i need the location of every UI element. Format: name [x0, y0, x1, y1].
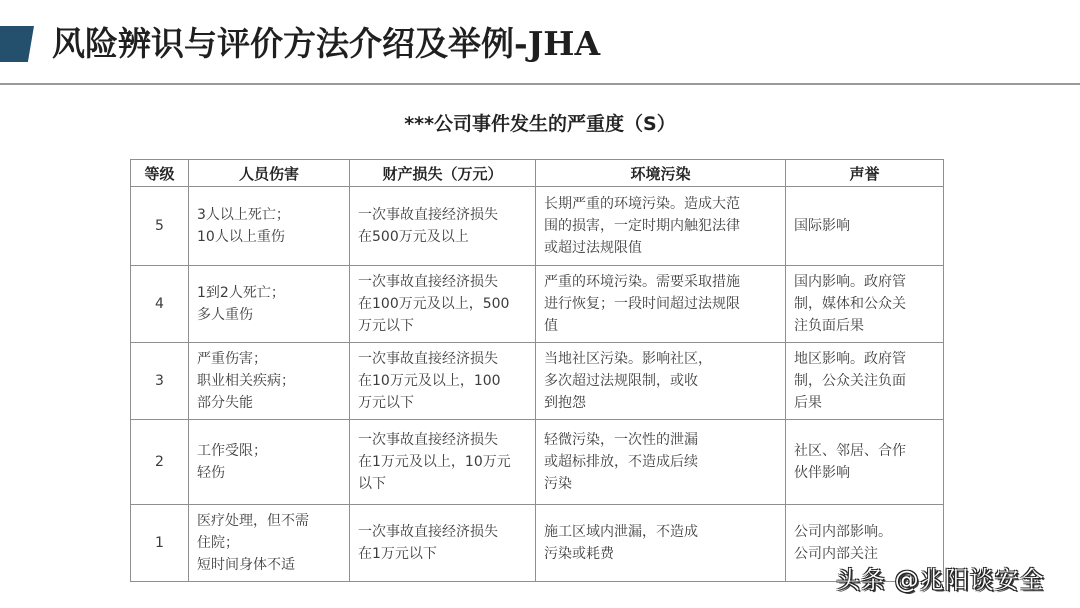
cell-personnel: 1到2人死亡； 多人重伤	[189, 266, 350, 343]
watermark: 头条 @兆阳谈安全	[836, 566, 1045, 594]
cell-environment: 轻微污染，一次性的泄漏 或超标排放，不造成后续 污染	[536, 420, 786, 505]
cell-personnel: 医疗处理，但不需 住院； 短时间身体不适	[189, 505, 350, 582]
cell-property: 一次事故直接经济损失 在10万元及以上，100 万元以下	[350, 343, 536, 420]
cell-environment: 施工区域内泄漏，不造成 污染或耗费	[536, 505, 786, 582]
cell-level: 2	[131, 420, 189, 505]
header-personnel: 人员伤害	[189, 160, 350, 187]
header-property: 财产损失（万元）	[350, 160, 536, 187]
cell-level: 4	[131, 266, 189, 343]
slide-title: 风险辨识与评价方法介绍及举例-JHA	[52, 24, 601, 63]
cell-reputation: 国内影响。政府管 制，媒体和公众关 注负面后果	[786, 266, 944, 343]
header-environment: 环境污染	[536, 160, 786, 187]
cell-reputation: 社区、邻居、合作 伙伴影响	[786, 420, 944, 505]
cell-property: 一次事故直接经济损失 在500万元及以上	[350, 187, 536, 266]
cell-reputation: 地区影响。政府管 制，公众关注负面 后果	[786, 343, 944, 420]
cell-property: 一次事故直接经济损失 在1万元以下	[350, 505, 536, 582]
table-row	[131, 343, 944, 420]
cell-personnel: 严重伤害； 职业相关疾病； 部分失能	[189, 343, 350, 420]
header-reputation: 声誉	[786, 160, 944, 187]
cell-reputation: 公司内部影响。 公司内部关注	[786, 505, 944, 582]
cell-environment: 严重的环境污染。需要采取措施 进行恢复；一段时间超过法规限 值	[536, 266, 786, 343]
cell-environment: 长期严重的环境污染。造成大范 围的损害，一定时期内触犯法律 或超过法规限值	[536, 187, 786, 266]
cell-environment: 当地社区污染。影响社区， 多次超过法规限制，或收 到抱怨	[536, 343, 786, 420]
table-row	[131, 505, 944, 582]
cell-level: 3	[131, 343, 189, 420]
table-row	[131, 266, 944, 343]
table-caption: ***公司事件发生的严重度（S）	[404, 113, 676, 135]
cell-level: 1	[131, 505, 189, 582]
cell-personnel: 工作受限； 轻伤	[189, 420, 350, 505]
table-row	[131, 420, 944, 505]
header-level: 等级	[131, 160, 189, 187]
cell-property: 一次事故直接经济损失 在100万元及以上，500 万元以下	[350, 266, 536, 343]
cell-personnel: 3人以上死亡； 10人以上重伤	[189, 187, 350, 266]
title-divider	[0, 83, 1080, 85]
severity-table	[130, 159, 944, 582]
cell-property: 一次事故直接经济损失 在1万元及以上，10万元 以下	[350, 420, 536, 505]
cell-reputation: 国际影响	[786, 187, 944, 266]
table-row	[131, 187, 944, 266]
table-header-row	[131, 160, 944, 187]
title-accent-block	[0, 26, 34, 62]
cell-level: 5	[131, 187, 189, 266]
